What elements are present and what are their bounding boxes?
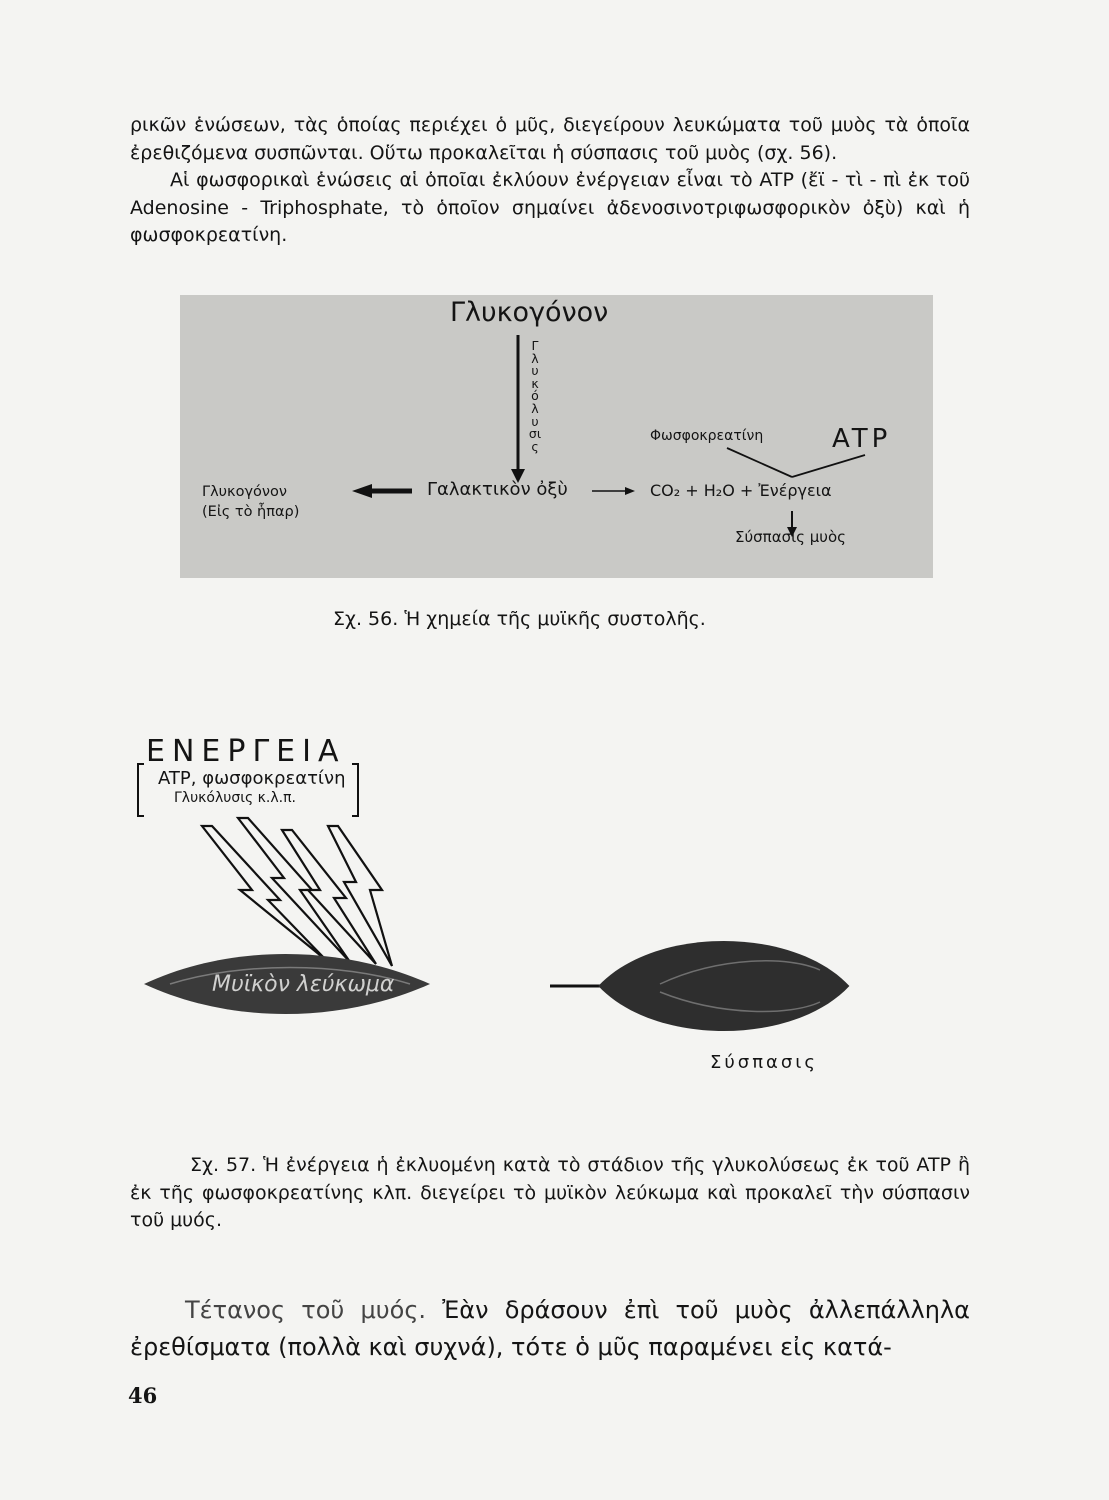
figure-56-diagram xyxy=(180,295,933,578)
page-number: 46 xyxy=(128,1383,158,1408)
energy-heading: ΕΝΕΡΓΕΙΑ xyxy=(146,734,346,769)
paragraph-continuation: ρικῶν ἑνώσεων, τὰς ὁποίας περιέχει ὁ μῦς, διεγείρουν λευκώματα τοῦ μυὸς τὰ ὁποῖα ἐρεθιζόμενα συσπῶνται. Οὕτω προκαλεῖται ἡ σύσπασις τοῦ μυὸς (σχ. 56). xyxy=(130,114,970,164)
liver-glycogen-subtitle: (Εἰς τὸ ἧπαρ) xyxy=(202,504,300,520)
reaction-products-label: CO₂ + H₂O + Ἐνέργεια xyxy=(650,481,832,500)
atp-label: ATP xyxy=(832,424,892,454)
tetanus-heading: Τέτανος τοῦ μυός. xyxy=(185,1296,427,1324)
glycolysis-vertical-label: Γλυκόλυσις xyxy=(528,338,542,454)
left-bracket xyxy=(138,764,144,816)
liver-glycogen-title: Γλυκογόνον xyxy=(202,484,287,500)
paragraph-tetanus xyxy=(130,1292,970,1366)
contracted-muscle-fiber xyxy=(598,941,849,1031)
muscle-contraction-label: Σύσπασις μυὸς xyxy=(735,528,846,546)
phosphocreatine-label: Φωσφοκρεατίνη xyxy=(650,428,764,444)
liver-glycogen-label xyxy=(202,482,299,522)
glycolysis-label: Γλυκόλυσις κ.λ.π. xyxy=(174,790,296,806)
paragraph-phosphate-text: Αἱ φωσφορικαὶ ἑνώσεις αἱ ὁποῖαι ἐκλύουν ἐνέργειαν εἶναι τὸ ATP (ἔϊ - τὶ - πὶ ἐκ τοῦ Adenosine - Triphosphate, τὸ ὁποῖον σημαίνει ἀδενοσινοτριφωσφορικὸν ὀξὺ) καὶ ἡ φωσφοκρεατίνη. xyxy=(130,169,970,246)
figure-56-title: Γλυκογόνον xyxy=(450,297,609,328)
right-bracket xyxy=(352,764,358,816)
figure-56-caption: Σχ. 56. Ἡ χημεία τῆς μυϊκῆς συστολῆς. xyxy=(333,608,706,630)
contraction-label: Σύσπασις xyxy=(710,1052,818,1073)
figure-57-caption-text: Σχ. 57. Ἡ ἐνέργεια ἡ ἐκλυομένη κατὰ τὸ στάδιον τῆς γλυκολύσεως ἐκ τοῦ ATP ἢ ἐκ τῆς φωσφοκρεατίνης κλπ. διεγείρει τὸ μυϊκὸν λεύκωμα καὶ προκαλεῖ τὴν σύσπασιν τοῦ μυός. xyxy=(130,1154,970,1231)
lactic-acid-label: Γαλακτικὸν ὀξὺ xyxy=(427,479,568,500)
to-liver-arrow-head xyxy=(352,484,372,498)
paragraph-phosphate-compounds xyxy=(130,167,970,250)
atp-phosphocreatine-label: ATP, φωσφοκρεατίνη xyxy=(158,768,346,789)
atp-branch-line xyxy=(792,455,865,477)
figure-57-caption xyxy=(130,1152,970,1235)
figure-57-illustration xyxy=(130,730,850,1080)
muscle-protein-label: Μυϊκὸν λεύκωμα xyxy=(212,972,395,997)
to-products-arrow-head xyxy=(625,487,635,495)
tetanus-text: Ἐὰν δράσουν ἐπὶ τοῦ μυὸς ἀλλεπάλληλα ἐρεθίσματα (πολλὰ καὶ συχνά), τότε ὁ μῦς παραμένει εἰς κατά- xyxy=(130,1296,970,1361)
phosphocreatine-branch-line xyxy=(727,448,792,477)
lightning-bolts xyxy=(202,818,392,966)
